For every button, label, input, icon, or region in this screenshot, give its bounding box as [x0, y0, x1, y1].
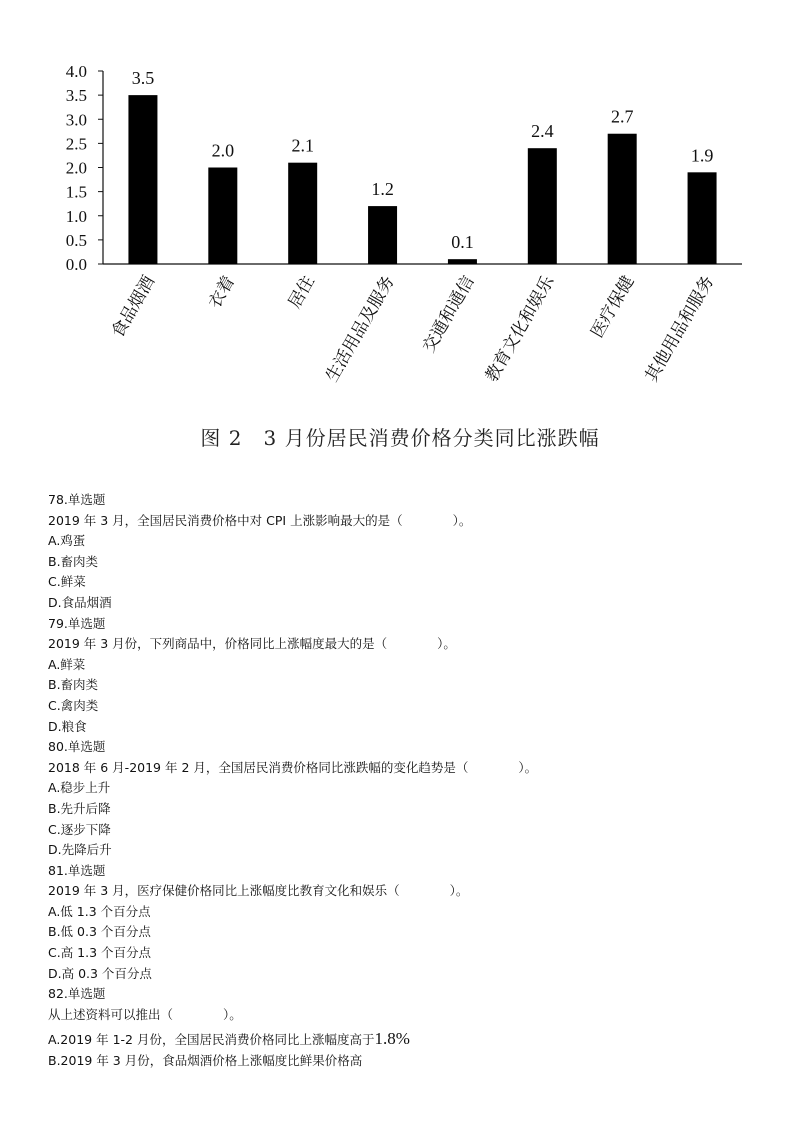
option-b[interactable]: B.2019 年 3 月份，食品烟酒价格上涨幅度比鲜果价格高: [48, 1053, 363, 1069]
question-header: 78.单选题: [48, 492, 106, 507]
question-stem: 2018 年 6 月-2019 年 2 月，全国居民消费价格同比涨跌幅的变化趋势是（ ）。: [48, 759, 538, 775]
bar: [608, 134, 637, 264]
bar: [208, 168, 237, 265]
option-b[interactable]: B.畜肉类: [48, 677, 99, 693]
option-c[interactable]: C.高 1.3 个百分点: [48, 945, 152, 961]
option-b[interactable]: B.先升后降: [48, 800, 111, 816]
bar-chart: [0, 0, 800, 470]
data-label: 2.1: [291, 135, 314, 156]
option-a[interactable]: A.鸡蛋: [48, 533, 86, 549]
question-80: [48, 737, 768, 861]
option-c[interactable]: C.禽肉类: [48, 697, 99, 713]
y-tick-label: 3.5: [65, 86, 87, 106]
y-tick-label: 0.5: [65, 230, 87, 250]
data-label: 3.5: [131, 68, 155, 89]
bar: [128, 95, 157, 264]
option-a[interactable]: [48, 1029, 768, 1051]
y-tick-label: 2.5: [65, 134, 87, 154]
data-label: 1.9: [690, 145, 714, 166]
option-b[interactable]: B.畜肉类: [48, 553, 99, 569]
option-d[interactable]: D.粮食: [48, 718, 87, 734]
question-78: [48, 490, 768, 614]
data-label: 0.1: [451, 232, 474, 253]
option-c[interactable]: C.逐步下降: [48, 821, 111, 837]
question-82: [48, 984, 768, 1071]
bar: [368, 206, 397, 264]
x-tick-label: 食品烟酒: [107, 272, 159, 341]
y-tick-label: 3.0: [65, 110, 87, 130]
question-header: 80.单选题: [48, 739, 106, 755]
bar: [688, 172, 717, 264]
question-header: 81.单选题: [48, 862, 106, 878]
question-79: [48, 614, 768, 738]
option-a-text: A.2019 年 1-2 月份，全国居民消费价格同比上涨幅度高于: [48, 1032, 375, 1048]
option-a[interactable]: A.稳步上升: [48, 780, 111, 796]
option-a[interactable]: A.鲜菜: [48, 656, 86, 672]
question-stem: 从上述资料可以推出（ ）。: [48, 1006, 242, 1022]
option-d[interactable]: D.食品烟酒: [48, 594, 112, 610]
option-a[interactable]: A.低 1.3 个百分点: [48, 903, 151, 919]
y-tick-label: 1.5: [65, 182, 87, 202]
option-c[interactable]: C.鲜菜: [48, 574, 86, 590]
data-label: 2.4: [531, 121, 554, 142]
x-tick-label: 其他用品和服务: [641, 272, 718, 386]
question-list: [48, 490, 768, 1072]
option-d[interactable]: D.先降后升: [48, 842, 112, 858]
data-label: 2.7: [610, 106, 634, 127]
bar: [528, 148, 557, 264]
question-header: 79.单选题: [48, 615, 106, 631]
question-header: 82.单选题: [48, 986, 106, 1002]
option-d[interactable]: D.高 0.3 个百分点: [48, 965, 152, 981]
y-tick-label: 2.0: [65, 158, 87, 178]
x-tick-label: 交通和通信: [418, 272, 478, 356]
data-label: 2.0: [211, 140, 235, 161]
x-tick-label: 居住: [284, 272, 319, 312]
question-stem: 2019 年 3 月，全国居民消费价格中对 CPI 上涨影响最大的是（ ）。: [48, 512, 472, 528]
x-tick-label: 生活用品及服务: [322, 272, 399, 386]
y-tick-label: 4.0: [65, 62, 87, 81]
y-tick-label: 1.0: [65, 206, 87, 226]
x-tick-label: 衣着: [204, 272, 239, 312]
question-stem: 2019 年 3 月，医疗保健价格同比上涨幅度比教育文化和娱乐（ ）。: [48, 883, 469, 899]
x-tick-label: 医疗保健: [587, 272, 638, 341]
question-stem: 2019 年 3 月份，下列商品中，价格同比上涨幅度最大的是（ ）。: [48, 636, 456, 652]
x-tick-label: 教育文化和娱乐: [481, 272, 558, 386]
chart-caption: 图 2 3 月份居民消费价格分类同比涨跌幅: [200, 426, 600, 450]
y-tick-label: 0.0: [65, 255, 87, 274]
bar: [288, 163, 317, 264]
option-b[interactable]: B.低 0.3 个百分点: [48, 924, 151, 940]
bar: [448, 259, 477, 264]
option-a-value: 1.8%: [374, 1029, 410, 1049]
data-label: 1.2: [371, 179, 394, 200]
question-81: [48, 861, 768, 985]
